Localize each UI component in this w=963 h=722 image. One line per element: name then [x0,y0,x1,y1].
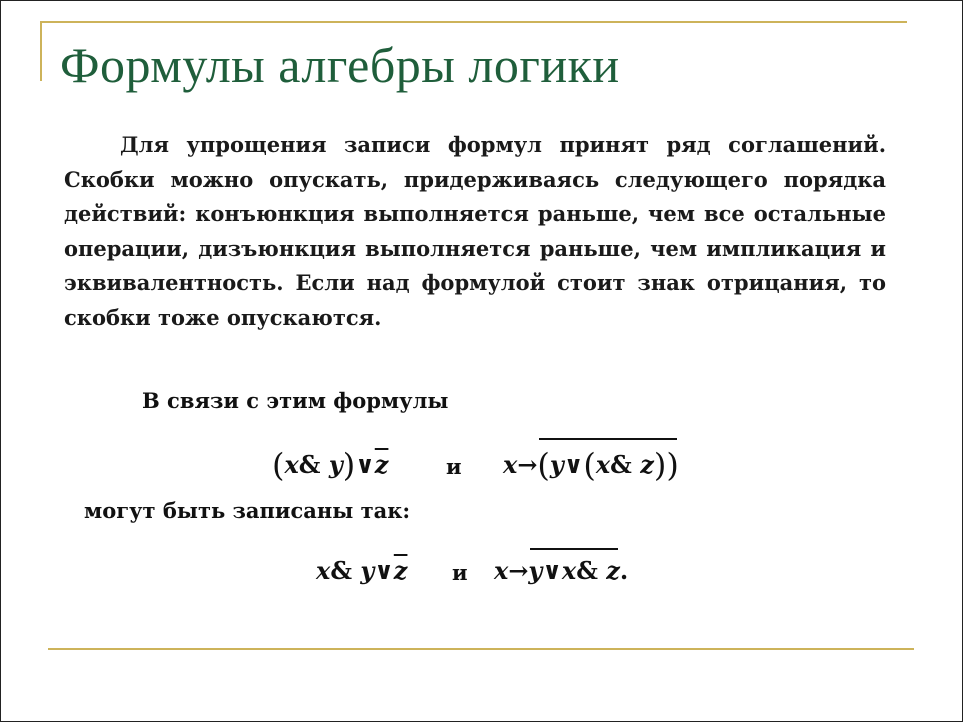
var-y: y [528,556,543,585]
formula-1a [272,446,388,484]
and-symbol: & [610,450,632,479]
or-symbol: ∨ [355,450,375,479]
paren-right-outer: ) [666,446,679,484]
intro-line: В связи с этим формулы [142,388,449,413]
var-x: x [284,450,299,479]
var-x: x [494,556,509,585]
period: . [619,556,629,585]
negated-group [537,446,678,484]
negated-group [528,556,619,585]
var-x: x [561,556,577,585]
implies-symbol: → [508,556,529,585]
rewrite-line: могут быть записаны так: [84,498,411,523]
or-symbol: ∨ [542,556,562,585]
and-symbol: & [330,556,352,585]
paren-left-outer: ( [537,446,550,484]
var-y: y [328,450,343,479]
var-z-negated: $\overline{z}$ [374,450,389,479]
var-z: z [640,450,654,479]
or-symbol: ∨ [563,450,584,479]
formula-2b [494,556,628,585]
implies-symbol: → [517,450,538,479]
and-symbol: & [576,556,598,585]
and-symbol: & [298,450,321,479]
formula-2a [316,556,407,585]
paren-left: ( [272,446,285,484]
paren-right-inner: ) [653,446,667,484]
connector-and-2: и [452,560,468,585]
formula-1b [503,446,679,484]
bottom-rule [48,648,914,650]
slide-title: Формулы алгебры логики [60,37,620,93]
top-rule [40,21,907,23]
or-symbol: ∨ [374,556,394,585]
connector-and-1: и [446,454,462,479]
var-x: x [503,450,518,479]
paren-left-inner: ( [583,446,596,484]
var-z: z [606,556,620,585]
var-x: x [595,450,611,479]
var-z-negated: $\overline{z}$ [393,556,408,585]
var-y: y [549,450,564,479]
var-y: y [360,556,375,585]
var-x: x [316,556,331,585]
conventions-paragraph: Для упрощения записи формул принят ряд соглашений. Скобки можно опускать, придерживаясь следующего порядка действий: конъюнкция выполняется раньше, чем все остальные операции, дизъюнкция выполняется раньше, чем импликация и эквивалентность. Если над формулой стоит знак отрицания, то скобки тоже опускаются. [64,132,886,330]
left-rule [40,21,42,81]
paren-right: ) [342,446,356,484]
